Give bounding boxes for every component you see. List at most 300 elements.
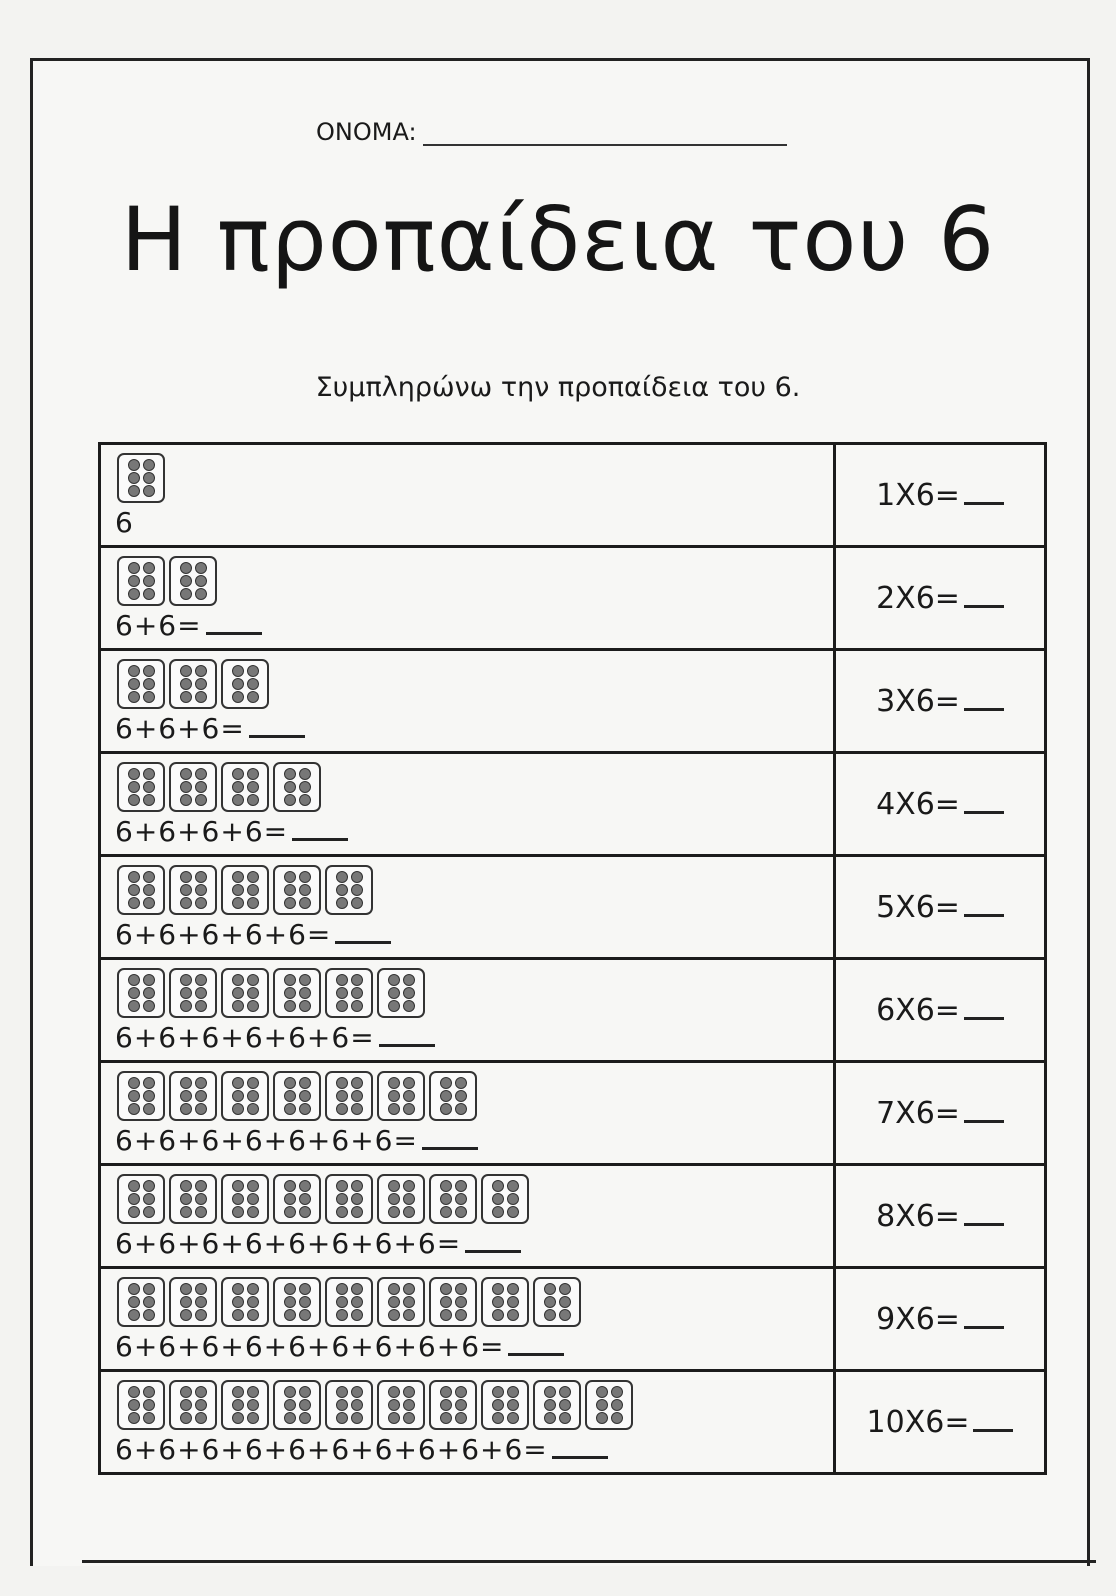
die-six-icon (169, 762, 217, 812)
die-pip (336, 1296, 348, 1308)
die-pip (247, 665, 259, 677)
die-pip (455, 1283, 467, 1295)
addition-text: 6+6+6+6+6+6+6+6= (115, 1227, 462, 1260)
multiplication-table (98, 442, 1047, 1475)
die-pip (284, 1399, 296, 1411)
die-pip (544, 1386, 556, 1398)
die-pip (351, 1000, 363, 1012)
die-pip (143, 1386, 155, 1398)
die-pip (143, 678, 155, 690)
die-pip (128, 781, 140, 793)
die-pip (195, 1077, 207, 1089)
instruction-text: Συμπληρώνω την προπαίδεια του 6. (315, 372, 801, 403)
die-pip (195, 1206, 207, 1218)
die-pip (232, 897, 244, 909)
die-pip (351, 974, 363, 986)
die-six-icon (273, 762, 321, 812)
multiplication-answer-blank[interactable] (964, 914, 1004, 917)
die-six-icon (273, 1277, 321, 1327)
die-pip (128, 459, 140, 471)
die-pip (455, 1309, 467, 1321)
die-pip (388, 1077, 400, 1089)
die-pip (455, 1077, 467, 1089)
die-pip (128, 974, 140, 986)
dice-cell (100, 959, 835, 1062)
die-pip (232, 1077, 244, 1089)
die-pip (544, 1399, 556, 1411)
table-row (100, 444, 1046, 547)
die-pip (336, 1309, 348, 1321)
multiplication-text: 3X6= (876, 683, 960, 719)
die-six-icon (325, 865, 373, 915)
die-six-icon (325, 1277, 373, 1327)
die-pip (143, 781, 155, 793)
die-pip (440, 1399, 452, 1411)
die-pip (180, 562, 192, 574)
die-pip (247, 768, 259, 780)
multiplication-answer-blank[interactable] (964, 1326, 1004, 1329)
die-pip (492, 1412, 504, 1424)
die-pip (351, 1296, 363, 1308)
die-six-icon (377, 1174, 425, 1224)
die-pip (128, 884, 140, 896)
die-pip (247, 794, 259, 806)
die-pip (232, 691, 244, 703)
die-pip (284, 1309, 296, 1321)
multiplication-answer-blank[interactable] (973, 1429, 1013, 1432)
die-pip (351, 1309, 363, 1321)
die-pip (195, 974, 207, 986)
die-pip (180, 871, 192, 883)
die-pip (299, 1412, 311, 1424)
die-six-icon (117, 1277, 165, 1327)
die-six-icon (325, 1071, 373, 1121)
die-pip (559, 1296, 571, 1308)
addition-answer-blank[interactable] (379, 1044, 435, 1047)
die-pip (143, 1412, 155, 1424)
multiplication-cell (835, 959, 1046, 1062)
die-pip (180, 1180, 192, 1192)
die-pip (247, 1103, 259, 1115)
die-pip (232, 871, 244, 883)
die-pip (128, 678, 140, 690)
addition-expression (115, 1433, 608, 1466)
die-six-icon (273, 968, 321, 1018)
die-six-icon (169, 968, 217, 1018)
die-six-icon (481, 1277, 529, 1327)
die-pip (143, 974, 155, 986)
die-pip (143, 1206, 155, 1218)
die-pip (388, 1296, 400, 1308)
addition-answer-blank[interactable] (292, 838, 348, 841)
die-pip (128, 1309, 140, 1321)
die-pip (195, 871, 207, 883)
die-pip (440, 1386, 452, 1398)
die-pip (388, 1309, 400, 1321)
die-pip (388, 1283, 400, 1295)
die-pip (143, 575, 155, 587)
die-pip (507, 1399, 519, 1411)
die-pip (143, 1193, 155, 1205)
dice-group (117, 556, 217, 606)
multiplication-cell (835, 650, 1046, 753)
die-pip (128, 1077, 140, 1089)
addition-text: 6+6+6+6+6+6+6+6+6+6= (115, 1433, 548, 1466)
die-pip (440, 1103, 452, 1115)
die-pip (299, 1206, 311, 1218)
die-pip (492, 1296, 504, 1308)
die-pip (195, 897, 207, 909)
table-row (100, 1371, 1046, 1474)
die-pip (544, 1296, 556, 1308)
die-pip (195, 665, 207, 677)
die-six-icon (117, 1380, 165, 1430)
die-pip (284, 1386, 296, 1398)
die-six-icon (117, 659, 165, 709)
die-pip (195, 575, 207, 587)
die-pip (180, 768, 192, 780)
die-pip (180, 987, 192, 999)
die-pip (284, 1077, 296, 1089)
die-pip (299, 794, 311, 806)
die-pip (143, 485, 155, 497)
die-six-icon (273, 865, 321, 915)
die-pip (128, 472, 140, 484)
die-pip (388, 1386, 400, 1398)
die-pip (455, 1412, 467, 1424)
multiplication-cell (835, 856, 1046, 959)
dice-cell (100, 444, 835, 547)
die-pip (351, 1386, 363, 1398)
addition-expression (115, 1124, 478, 1157)
die-six-icon (533, 1380, 581, 1430)
table-row (100, 650, 1046, 753)
die-six-icon (377, 1380, 425, 1430)
die-pip (559, 1412, 571, 1424)
die-pip (403, 1309, 415, 1321)
die-pip (351, 987, 363, 999)
addition-answer-blank[interactable] (249, 735, 305, 738)
die-six-icon (221, 865, 269, 915)
die-pip (351, 1090, 363, 1102)
die-pip (455, 1206, 467, 1218)
die-six-icon (325, 1380, 373, 1430)
die-pip (128, 588, 140, 600)
die-pip (284, 781, 296, 793)
die-pip (403, 1077, 415, 1089)
die-pip (299, 884, 311, 896)
die-pip (195, 794, 207, 806)
die-pip (180, 1296, 192, 1308)
die-pip (507, 1412, 519, 1424)
table-row (100, 959, 1046, 1062)
die-pip (351, 897, 363, 909)
die-pip (143, 1000, 155, 1012)
die-pip (128, 575, 140, 587)
die-pip (388, 1180, 400, 1192)
die-pip (143, 768, 155, 780)
die-pip (403, 987, 415, 999)
die-pip (299, 1193, 311, 1205)
addition-answer-blank[interactable] (508, 1353, 564, 1356)
multiplication-answer-blank[interactable] (964, 605, 1004, 608)
die-pip (232, 1090, 244, 1102)
die-pip (455, 1090, 467, 1102)
die-pip (180, 884, 192, 896)
page-title: Η προπαίδεια του 6 (120, 188, 996, 291)
addition-answer-blank[interactable] (335, 941, 391, 944)
die-pip (440, 1283, 452, 1295)
dice-group (117, 968, 425, 1018)
die-pip (284, 897, 296, 909)
addition-answer-blank[interactable] (465, 1250, 521, 1253)
die-six-icon (221, 1071, 269, 1121)
die-pip (143, 691, 155, 703)
die-pip (195, 987, 207, 999)
die-pip (492, 1399, 504, 1411)
die-pip (232, 1193, 244, 1205)
die-six-icon (117, 865, 165, 915)
name-field-row (316, 118, 787, 146)
name-input-line[interactable] (423, 118, 787, 146)
die-six-icon (169, 1380, 217, 1430)
die-pip (611, 1399, 623, 1411)
die-pip (284, 768, 296, 780)
die-pip (440, 1206, 452, 1218)
die-pip (247, 1193, 259, 1205)
multiplication-text: 10X6= (866, 1404, 970, 1440)
die-pip (403, 1386, 415, 1398)
addition-text: 6+6+6+6+6+6+6+6+6= (115, 1330, 505, 1363)
die-pip (247, 897, 259, 909)
die-pip (559, 1309, 571, 1321)
die-pip (247, 871, 259, 883)
die-pip (143, 459, 155, 471)
addition-text: 6+6+6+6= (115, 815, 289, 848)
die-pip (559, 1399, 571, 1411)
addition-expression (115, 1330, 564, 1363)
die-six-icon (273, 1174, 321, 1224)
die-pip (128, 1180, 140, 1192)
die-six-icon (429, 1277, 477, 1327)
die-pip (388, 1193, 400, 1205)
die-pip (128, 691, 140, 703)
addition-text: 6+6= (115, 609, 202, 642)
die-six-icon (221, 659, 269, 709)
die-pip (299, 1296, 311, 1308)
die-pip (492, 1386, 504, 1398)
die-pip (143, 1309, 155, 1321)
die-six-icon (377, 1071, 425, 1121)
die-pip (232, 987, 244, 999)
multiplication-answer-blank[interactable] (964, 502, 1004, 505)
multiplication-answer-blank[interactable] (964, 1120, 1004, 1123)
die-pip (507, 1193, 519, 1205)
die-pip (351, 1283, 363, 1295)
dice-group (117, 865, 373, 915)
die-pip (143, 588, 155, 600)
die-pip (247, 1077, 259, 1089)
die-six-icon (325, 968, 373, 1018)
multiplication-cell (835, 444, 1046, 547)
die-pip (299, 871, 311, 883)
die-pip (611, 1412, 623, 1424)
die-pip (128, 665, 140, 677)
die-six-icon (429, 1380, 477, 1430)
addition-answer-blank[interactable] (552, 1456, 608, 1459)
die-six-icon (117, 1174, 165, 1224)
addition-expression (115, 918, 391, 951)
die-pip (247, 974, 259, 986)
dice-cell (100, 1062, 835, 1165)
die-pip (284, 871, 296, 883)
die-pip (128, 1193, 140, 1205)
die-pip (336, 1386, 348, 1398)
die-pip (247, 1309, 259, 1321)
multiplication-text: 1X6= (876, 477, 960, 513)
die-pip (128, 768, 140, 780)
die-pip (247, 1090, 259, 1102)
addition-text: 6+6+6+6+6+6+6= (115, 1124, 418, 1157)
die-pip (284, 1090, 296, 1102)
die-pip (351, 1103, 363, 1115)
addition-answer-blank[interactable] (422, 1147, 478, 1150)
die-six-icon (221, 1174, 269, 1224)
die-pip (232, 1000, 244, 1012)
die-pip (180, 1090, 192, 1102)
addition-expression (115, 506, 134, 539)
die-pip (247, 1000, 259, 1012)
addition-expression (115, 712, 305, 745)
die-pip (299, 1077, 311, 1089)
die-pip (128, 1386, 140, 1398)
die-pip (388, 1000, 400, 1012)
multiplication-cell (835, 1371, 1046, 1474)
dice-group (117, 1071, 477, 1121)
die-pip (128, 987, 140, 999)
die-pip (143, 562, 155, 574)
die-pip (284, 1000, 296, 1012)
multiplication-text: 5X6= (876, 889, 960, 925)
dice-group (117, 453, 165, 503)
multiplication-text: 7X6= (876, 1095, 960, 1131)
die-pip (232, 768, 244, 780)
die-pip (284, 1193, 296, 1205)
die-pip (195, 1193, 207, 1205)
die-pip (544, 1283, 556, 1295)
multiplication-answer-blank[interactable] (964, 708, 1004, 711)
die-pip (611, 1386, 623, 1398)
die-pip (232, 794, 244, 806)
multiplication-cell (835, 753, 1046, 856)
multiplication-text: 2X6= (876, 580, 960, 616)
die-pip (180, 781, 192, 793)
die-pip (336, 974, 348, 986)
die-pip (351, 1077, 363, 1089)
die-pip (232, 1206, 244, 1218)
addition-text: 6+6+6= (115, 712, 245, 745)
multiplication-answer-blank[interactable] (964, 1017, 1004, 1020)
die-six-icon (429, 1071, 477, 1121)
dice-group (117, 1277, 581, 1327)
die-pip (195, 678, 207, 690)
die-pip (180, 794, 192, 806)
die-pip (143, 472, 155, 484)
die-pip (299, 1103, 311, 1115)
die-six-icon (221, 762, 269, 812)
die-six-icon (429, 1174, 477, 1224)
die-pip (455, 1180, 467, 1192)
die-pip (143, 1399, 155, 1411)
multiplication-text: 9X6= (876, 1301, 960, 1337)
die-six-icon (169, 1174, 217, 1224)
die-six-icon (221, 968, 269, 1018)
die-pip (195, 1309, 207, 1321)
die-pip (195, 1283, 207, 1295)
multiplication-cell (835, 1062, 1046, 1165)
die-pip (195, 1180, 207, 1192)
die-pip (299, 1386, 311, 1398)
dice-group (117, 1174, 529, 1224)
die-pip (559, 1386, 571, 1398)
multiplication-answer-blank[interactable] (964, 811, 1004, 814)
die-pip (507, 1283, 519, 1295)
die-pip (440, 1180, 452, 1192)
die-pip (180, 1309, 192, 1321)
dice-cell (100, 1165, 835, 1268)
die-pip (128, 1412, 140, 1424)
die-pip (440, 1412, 452, 1424)
die-pip (180, 665, 192, 677)
die-pip (247, 1180, 259, 1192)
die-pip (388, 1206, 400, 1218)
die-six-icon (117, 556, 165, 606)
die-pip (440, 1296, 452, 1308)
addition-text: 6+6+6+6+6= (115, 918, 332, 951)
die-pip (336, 1090, 348, 1102)
die-pip (336, 1180, 348, 1192)
die-pip (403, 1399, 415, 1411)
table-row (100, 1062, 1046, 1165)
die-six-icon (117, 453, 165, 503)
die-pip (299, 1180, 311, 1192)
die-pip (232, 678, 244, 690)
multiplication-answer-blank[interactable] (964, 1223, 1004, 1226)
die-pip (180, 588, 192, 600)
dice-cell (100, 753, 835, 856)
die-pip (403, 1296, 415, 1308)
dice-cell (100, 1371, 835, 1474)
die-pip (559, 1283, 571, 1295)
multiplication-cell (835, 1165, 1046, 1268)
dice-cell (100, 1268, 835, 1371)
dice-cell (100, 856, 835, 959)
die-pip (128, 1296, 140, 1308)
table-row (100, 856, 1046, 959)
die-pip (336, 1412, 348, 1424)
die-pip (492, 1206, 504, 1218)
die-six-icon (169, 556, 217, 606)
die-pip (336, 884, 348, 896)
die-pip (180, 897, 192, 909)
die-pip (232, 1412, 244, 1424)
addition-answer-blank[interactable] (206, 632, 262, 635)
die-pip (336, 1103, 348, 1115)
die-pip (388, 1412, 400, 1424)
die-pip (455, 1193, 467, 1205)
die-pip (128, 897, 140, 909)
dice-group (117, 762, 321, 812)
